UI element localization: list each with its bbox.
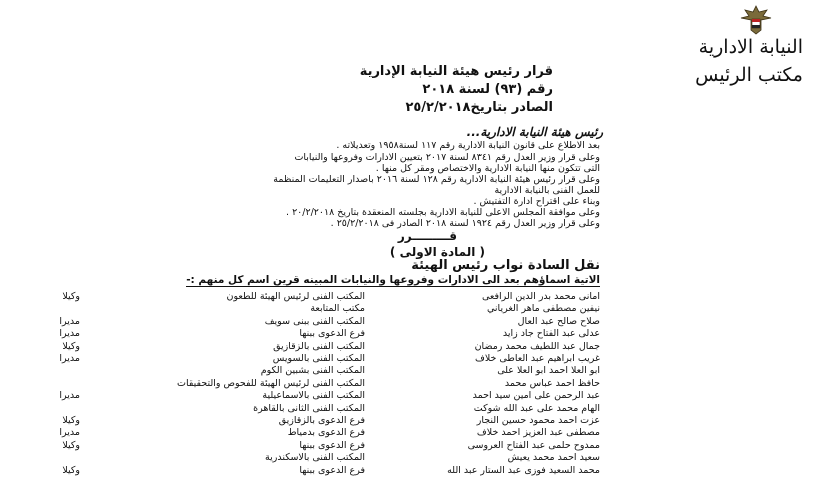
- assigned-office: فرع الدعوى ببنها: [299, 328, 365, 340]
- assigned-office: المكتب الفنى بالزقازيق: [273, 340, 365, 352]
- preamble-heading: رئيس هيئة النيابة الادارية...: [466, 125, 603, 139]
- authority-name: النيابة الادارية: [698, 36, 803, 58]
- article-line1: نقل السادة نواب رئيس الهيئة: [411, 258, 600, 273]
- article-heading: ( المادة الاولى ): [389, 245, 485, 259]
- employee-name: صلاح صالح عبد العال: [517, 315, 600, 327]
- table-row: [62, 340, 600, 353]
- preamble-line: للعمل الفنى بالنيابة الادارية: [494, 185, 600, 196]
- assigned-office: فرع الدعوى ببنها: [299, 439, 365, 451]
- employee-name: ابو العلا احمد ابو العلا على: [497, 365, 600, 377]
- table-row: [59, 426, 600, 439]
- table-row: [62, 439, 600, 452]
- assigned-office: فرع الدعوى بالزقازيق: [278, 415, 365, 426]
- assigned-office: المكتب الفنى لرئيس الهيئة للطعون: [226, 291, 365, 302]
- table-row: [59, 327, 600, 340]
- article-line2: الاتية اسماؤهم بعد الى الادارات وفروعها والنيابات المبينه قرين اسم كل منهم :-: [186, 274, 600, 286]
- table-row: [65, 302, 600, 315]
- employee-name: سعيد احمد محمد يعيش: [507, 452, 600, 464]
- employee-name: مصطفى عبد العزيز احمد خلاف: [476, 427, 600, 439]
- preamble-line: وبناء على اقتراح ادارة التفتيش .: [473, 196, 600, 207]
- assigned-role: وكيلا: [62, 464, 80, 476]
- preamble-line: التى تتكون منها النيابة الادارية والاختصاص ومقر كل منها .: [375, 163, 600, 174]
- employee-name: ممدوح حلمى عبد الفتاح العروسى: [467, 439, 600, 451]
- preamble-line: بعد الاطلاع على قانون النيابة الادارية رقم ١١٧ لسنة١٩٥٨ وتعديلاته .: [336, 140, 600, 151]
- assigned-role: وكيلا: [62, 291, 80, 302]
- table-row: [59, 389, 600, 402]
- employee-name: امانى محمد بدر الدين الرافعى: [481, 291, 600, 302]
- assigned-office: المكتب الفنى بالسويس: [272, 353, 365, 364]
- office-name: مكتب الرئيس: [695, 64, 803, 86]
- employee-name: عبد الرحمن على امين سيد احمد: [472, 390, 600, 402]
- employee-name: غريب ابراهيم عبد العاطى خلاف: [474, 353, 600, 364]
- assigned-office: المكتب الفنى لرئيس الهيئة للفحوص والتحقيقات: [177, 377, 365, 389]
- assigned-office: مكتب المتابعة: [310, 303, 365, 315]
- preamble-line: وعلى قرار وزير العدل رقم ٨٣٤١ لسنة ٢٠١٧ بتعيين الادارات وفروعها والنيابات: [294, 152, 600, 163]
- assigned-office: فرع الدعوى ببنها: [299, 464, 365, 476]
- preamble-line: وعلى موافقة المجلس الاعلى للنيابة الادارية بجلسته المنعقدة بتاريخ ٢٠/٢/٢٠١٨ .: [286, 207, 600, 218]
- table-row: [62, 464, 600, 477]
- employee-name: جمال عبد اللطيف محمد رمضان: [474, 340, 600, 352]
- employee-name: عزت احمد محمود حسين النجار: [476, 415, 600, 426]
- employee-name: الهام محمد على عبد الله شوكت: [473, 402, 600, 414]
- table-row: [65, 377, 600, 390]
- table-row: [65, 402, 600, 415]
- assigned-role: مديرا: [59, 353, 80, 364]
- assigned-role: مديرا: [59, 390, 80, 402]
- assigned-role: مديرا: [59, 315, 80, 327]
- table-row: [65, 451, 600, 464]
- decision-number: رقم (٩٣) لسنة ٢٠١٨: [422, 82, 553, 97]
- assigned-office: فرع الدعوى بدمياط: [287, 427, 365, 439]
- assigned-role: مديرا: [59, 328, 80, 340]
- decides-word: قـــــــــرر: [397, 229, 457, 243]
- preamble-line: وعلى قرار وزير العدل رقم ١٩٢٤ لسنة ٢٠١٨ الصادر فى ٢٥/٢/٢٠١٨ .: [330, 218, 600, 229]
- preamble-line: وعلى قرار رئيس هيئة النيابة الادارية رقم ١٢٨ لسنة ٢٠١٦ باصدار التعليمات المنظمة: [273, 174, 600, 185]
- table-row: [59, 352, 600, 365]
- table-row: [59, 315, 600, 328]
- employee-name: عدلى عبد الفتاح جاد زايد: [502, 328, 600, 340]
- assigned-role: وكيلا: [62, 415, 80, 426]
- assigned-office: المكتب الفنى بشبين الكوم: [260, 365, 365, 377]
- assigned-office: المكتب الفنى ببنى سويف: [264, 315, 365, 327]
- employee-name: حافظ احمد عباس محمد: [504, 377, 600, 389]
- assigned-office: المكتب الفنى الثانى بالقاهرة: [253, 402, 365, 414]
- assigned-office: المكتب الفنى بالاسماعيلية: [262, 390, 365, 402]
- decision-title: قرار رئيس هيئة النيابة الإدارية: [359, 64, 553, 79]
- table-row: [62, 290, 600, 303]
- table-row: [62, 414, 600, 427]
- table-row: [65, 364, 600, 377]
- employee-name: محمد السعيد فوزى عبد الستار عبد الله: [447, 464, 600, 476]
- assignments-table: [59, 290, 600, 495]
- assigned-role: مديرا: [59, 427, 80, 439]
- letterhead: [695, 4, 803, 94]
- assigned-role: وكيلا: [62, 340, 80, 352]
- employee-name: نيفين مصطفى ماهر الغرياني: [486, 303, 600, 315]
- eagle-emblem-icon: [739, 4, 773, 36]
- assigned-office: المكتب الفنى بالاسكندرية: [265, 452, 365, 464]
- assigned-role: وكيلا: [62, 439, 80, 451]
- decision-date: الصادر بتاريخ٢٥/٢/٢٠١٨: [405, 100, 553, 115]
